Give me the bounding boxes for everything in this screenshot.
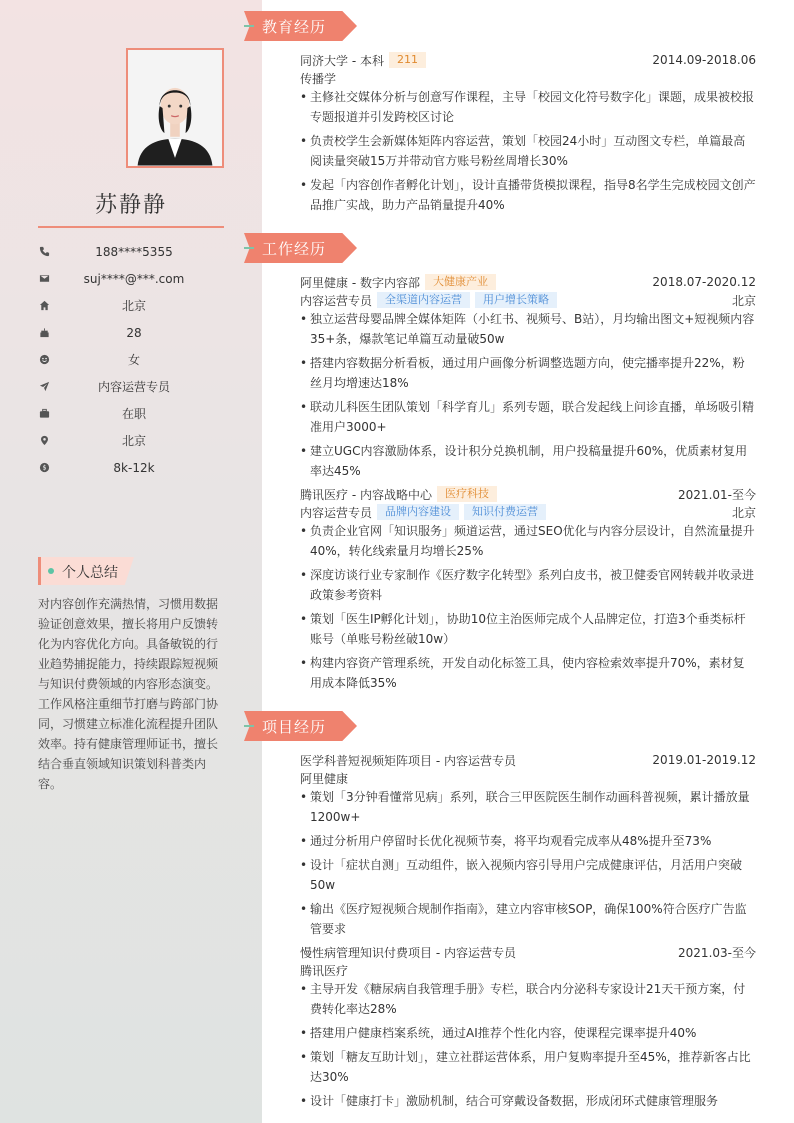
company-tag: 医疗科技 [437, 486, 497, 502]
job-city: 北京 [731, 293, 756, 308]
project-header-row [300, 943, 756, 961]
list-item: • 发起「内容创作者孵化计划」，设计直播带货模拟课程，指导8名学生完成校园文创产品推广实战，助力产品销量提升40% [300, 175, 756, 215]
name-divider [38, 226, 224, 228]
summary-title: 个人总结 [62, 565, 118, 581]
job-role: 内容运营专员 [300, 505, 373, 520]
project-org: 阿里健康 [300, 771, 349, 786]
projects-section-heading [244, 711, 357, 741]
money-icon [38, 462, 50, 474]
job-header-row [300, 485, 756, 503]
job-role-row [300, 503, 756, 521]
projects-title: 项目经历 [262, 718, 327, 736]
status-value: 在职 [121, 407, 146, 421]
job-role: 内容运营专员 [300, 293, 373, 308]
profile-photo [126, 48, 224, 168]
project-org-row [300, 961, 756, 979]
age-value: 28 [126, 325, 142, 340]
summary-heading [38, 557, 134, 585]
target-city-value: 北京 [121, 434, 146, 448]
summary-text: 对内容创作充满热情，习惯用数据验证创意效果，擅长将用户反馈转化为内容优化方向。具备敏锐的行业趋势捕捉能力，持续跟踪短视频与知识付费领域的内容形态演变。工作风格注重细节打磨与跨部门协同，习惯建立标准化流程提升团队效率。持有健康管理师证书，擅长结合垂直领域知识策划科普类内容。 [38, 597, 219, 791]
city-value: 北京 [121, 299, 146, 313]
project-org: 腾讯医疗 [300, 963, 349, 978]
list-item: • 搭建用户健康档案系统，通过AI推荐个性化内容，使课程完课率提升40% [300, 1023, 756, 1043]
project-name: 医学科普短视频矩阵项目 - 内容运营专员 [300, 753, 516, 768]
job-city: 北京 [731, 505, 756, 520]
phone-icon [38, 246, 50, 258]
job-period: 2018.07-2020.12 [652, 275, 756, 289]
send-icon [38, 381, 50, 393]
salary-value: 8k-12k [113, 460, 155, 475]
avatar [128, 50, 222, 166]
info-salary [38, 454, 224, 481]
list-item: • 负责企业官网「知识服务」频道运营，通过SEO优化与内容分层设计，自然流量提升40%，转化线索量月均增长25% [300, 521, 756, 561]
contact-info-list [38, 238, 224, 481]
list-item: • 设计「健康打卡」激励机制，结合可穿戴设备数据，形成闭环式健康管理服务 [300, 1091, 756, 1111]
company-name: 阿里健康 - 数字内容部 [300, 275, 420, 290]
project-bullets [300, 787, 756, 943]
work-section-heading [244, 233, 357, 263]
list-item: • 策划「糖友互助计划」，建立社群运营体系，用户复购率提升至45%，推荐新客占比达30% [300, 1047, 756, 1087]
job-period: 2021.01-至今 [678, 487, 756, 502]
list-item: • 构建内容资产管理系统，开发自动化标签工具，使内容检索效率提升70%，素材复用成本降低35% [300, 653, 756, 693]
info-email [38, 265, 224, 292]
list-item: • 通过分析用户停留时长优化视频节奏，将平均观看完成率从48%提升至73% [300, 831, 756, 851]
project-name: 慢性病管理知识付费项目 - 内容运营专员 [300, 945, 516, 960]
list-item: • 深度访谈行业专家制作《医疗数字化转型》系列白皮书，被卫健委官网转载并收录进政策参考资料 [300, 565, 756, 605]
list-item: • 主导开发《糖尿病自我管理手册》专栏，联合内分泌科专家设计21天干预方案，付费转化率达28% [300, 979, 756, 1019]
info-position [38, 373, 224, 400]
svg-text:$: $ [41, 463, 47, 472]
list-item: • 策划「3分钟看懂常见病」系列，联合三甲医院医生制作动画科普视频，累计播放量1200w+ [300, 787, 756, 827]
role-tag: 知识付费运营 [464, 504, 546, 520]
home-icon [38, 300, 50, 312]
list-item: • 输出《医疗短视频合规制作指南》，建立内容审核SOP，确保100%符合医疗广告监管要求 [300, 899, 756, 939]
education-section-heading [244, 11, 357, 41]
info-target-city [38, 427, 224, 454]
role-tag: 全渠道内容运营 [377, 292, 470, 308]
list-item: • 联动儿科医生团队策划「科学育儿」系列专题，联合发起线上问诊直播，单场吸引精准用户3000+ [300, 397, 756, 437]
project-period: 2019.01-2019.12 [652, 753, 756, 767]
location-pin-icon [38, 435, 50, 447]
role-tag: 用户增长策略 [475, 292, 557, 308]
education-bullets [300, 87, 756, 219]
info-status [38, 400, 224, 427]
candidate-name: 苏静静 [94, 193, 167, 218]
project-header-row [300, 751, 756, 769]
company-tag: 大健康产业 [425, 274, 496, 290]
company-name: 腾讯医疗 - 内容战略中心 [300, 487, 432, 502]
role-tag: 品牌内容建设 [377, 504, 459, 520]
list-item: • 设计「症状自测」互动组件，嵌入视频内容引导用户完成健康评估，月活用户突破50w [300, 855, 756, 895]
project-bullets [300, 979, 756, 1115]
list-item: • 独立运营母婴品牌全媒体矩阵（小红书、视频号、B站），月均输出图文+短视频内容35+条，爆款笔记单篇互动量破50w [300, 309, 756, 349]
school-tag: 211 [389, 52, 426, 68]
major: 传播学 [300, 71, 337, 86]
face-icon [38, 354, 50, 366]
bullet-dot-icon [48, 568, 54, 574]
job-role-row [300, 291, 756, 309]
info-gender [38, 346, 224, 373]
gender-value: 女 [127, 353, 140, 367]
project-org-row [300, 769, 756, 787]
education-header-row [300, 51, 756, 69]
job-bullets [300, 309, 756, 485]
project-period: 2021.03-至今 [678, 945, 756, 960]
list-item: • 主修社交媒体分析与创意写作课程，主导「校园文化符号数字化」课题，成果被校报专题报道并引发跨校区讨论 [300, 87, 756, 127]
job-header-row [300, 273, 756, 291]
email-icon [38, 273, 50, 285]
education-title: 教育经历 [262, 18, 327, 36]
briefcase-icon [38, 408, 50, 420]
email-value: suj****@***.com [83, 271, 185, 286]
list-item: • 策划「医生IP孵化计划」，协助10位主治医师完成个人品牌定位，打造3个垂类标杆账号（单账号粉丝破10w） [300, 609, 756, 649]
position-value: 内容运营专员 [97, 380, 170, 394]
job-bullets [300, 521, 756, 697]
info-phone [38, 238, 224, 265]
school-name: 同济大学 - 本科 [300, 53, 384, 68]
work-title: 工作经历 [262, 240, 327, 258]
list-item: • 搭建内容数据分析看板，通过用户画像分析调整选题方向，使完播率提升22%，粉丝月均增速达18% [300, 353, 756, 393]
education-major-row [300, 69, 756, 87]
phone-value: 188****5355 [95, 244, 173, 259]
list-item: • 负责校学生会新媒体矩阵内容运营，策划「校园24小时」互动图文专栏，单篇最高阅读量突破15万并带动官方账号粉丝周增长30% [300, 131, 756, 171]
info-age [38, 319, 224, 346]
info-city [38, 292, 224, 319]
cake-icon [38, 327, 50, 339]
list-item: • 建立UGC内容激励体系，设计积分兑换机制，用户投稿量提升60%，优质素材复用率达45% [300, 441, 756, 481]
sidebar [0, 0, 262, 1123]
education-period: 2014.09-2018.06 [652, 53, 756, 67]
